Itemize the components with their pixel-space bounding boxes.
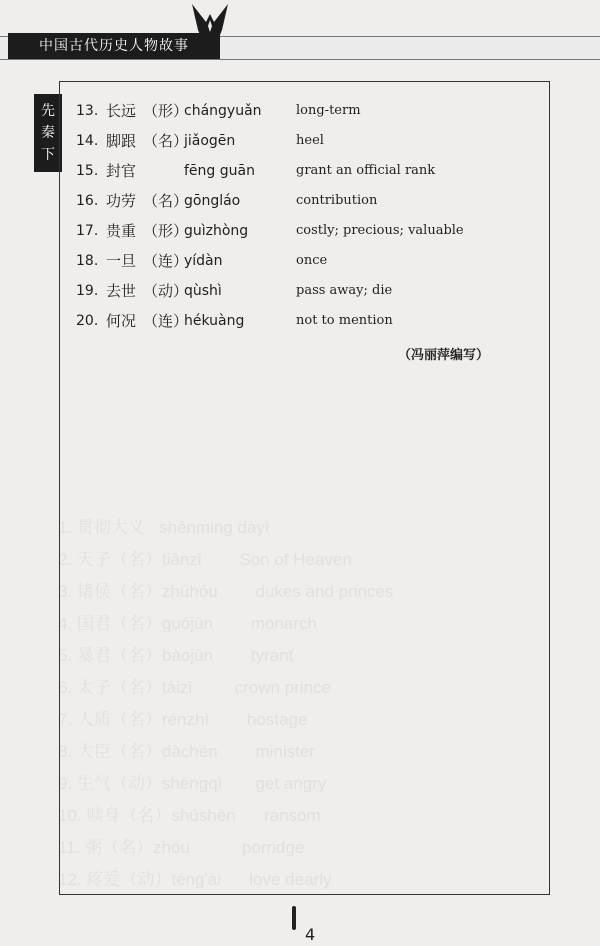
- vocab-word: 长远: [106, 102, 137, 120]
- section-side-tab: [34, 94, 62, 172]
- vocab-number: 15.: [76, 163, 99, 179]
- vocab-row: [76, 306, 546, 336]
- vocab-row: [76, 126, 546, 156]
- page-number: 4: [305, 925, 316, 944]
- vocab-row: [76, 156, 546, 186]
- vocab-english: pass away; die: [296, 283, 393, 298]
- vocab-number: 18.: [76, 253, 99, 269]
- vocab-pinyin: yídàn: [184, 253, 223, 269]
- vocab-number: 20.: [76, 313, 99, 329]
- vocab-english: heel: [296, 133, 324, 148]
- vocab-english: contribution: [296, 193, 378, 208]
- vocab-pinyin: gōngláo: [184, 193, 241, 209]
- vocab-part-of-speech: （形）: [143, 222, 189, 240]
- vocab-word: 封官: [106, 162, 137, 180]
- vocab-word: 去世: [106, 282, 137, 300]
- vocab-row: [76, 186, 546, 216]
- side-tab-char: 秦: [41, 125, 55, 141]
- vocab-part-of-speech: （动）: [143, 282, 189, 300]
- vocab-word: 功劳: [106, 192, 137, 210]
- vocab-pinyin: guìzhòng: [184, 223, 249, 239]
- vocab-row: [76, 276, 546, 306]
- vocab-english: not to mention: [296, 313, 393, 328]
- vocab-part-of-speech: （名）: [143, 192, 189, 210]
- vocab-word: 脚跟: [106, 132, 137, 150]
- vocab-part-of-speech: （名）: [143, 132, 189, 150]
- author-credit: （冯丽萍编写）: [398, 348, 490, 363]
- side-tab-char: 下: [41, 147, 55, 163]
- vocab-part-of-speech: （连）: [143, 252, 189, 270]
- vocab-part-of-speech: （连）: [143, 312, 189, 330]
- vocab-number: 13.: [76, 103, 99, 119]
- vocab-word: 贵重: [106, 222, 137, 240]
- vocabulary-list: [76, 96, 546, 336]
- vocab-row: [76, 246, 546, 276]
- vocab-word: 何况: [106, 312, 137, 330]
- vocab-part-of-speech: （形）: [143, 102, 189, 120]
- side-tab-char: 先: [41, 103, 55, 119]
- book-title: 中国古代历史人物故事: [8, 33, 220, 59]
- vocab-word: 一旦: [106, 252, 137, 270]
- vocab-english: costly; precious; valuable: [296, 223, 464, 238]
- vocab-english: long-term: [296, 103, 361, 118]
- vocab-pinyin: chángyuǎn: [184, 103, 262, 119]
- page-marker: [292, 906, 296, 930]
- vocab-pinyin: jiǎogēn: [184, 133, 236, 149]
- vocab-english: once: [296, 253, 328, 268]
- vocab-number: 14.: [76, 133, 99, 149]
- bleed-through-texture: 1. 贯彻大义 shēnming dàyì 2. 天子（名）tiānzǐ Son of Heaven 3. 诸侯（名）zhūhóu dukes and princes 4. 国君（名）guójūn monarch 5. 暴君（名）bàojūn tyrant 6. 太子（名）tàizǐ crown prince 7. 人质（名）rénzhì hostage 8. 大臣（名）dàchén minister 9. 生气（动）shēngqì get angry 10. 赎身（名）shúshēn ransom 11. 粥（名）zhōu porridge 12. 疼爱（动）téng'ài love dearly: [58, 518, 394, 889]
- vocab-row: [76, 96, 546, 126]
- vocab-pinyin: fēng guān: [184, 163, 255, 179]
- vocab-number: 19.: [76, 283, 99, 299]
- vocab-number: 16.: [76, 193, 99, 209]
- vocab-number: 17.: [76, 223, 99, 239]
- vocab-english: grant an official rank: [296, 163, 436, 178]
- vocab-pinyin: hékuàng: [184, 313, 245, 329]
- vocab-pinyin: qùshì: [184, 283, 222, 299]
- bronze-vessel-emblem-icon: [188, 0, 232, 58]
- vocab-row: [76, 216, 546, 246]
